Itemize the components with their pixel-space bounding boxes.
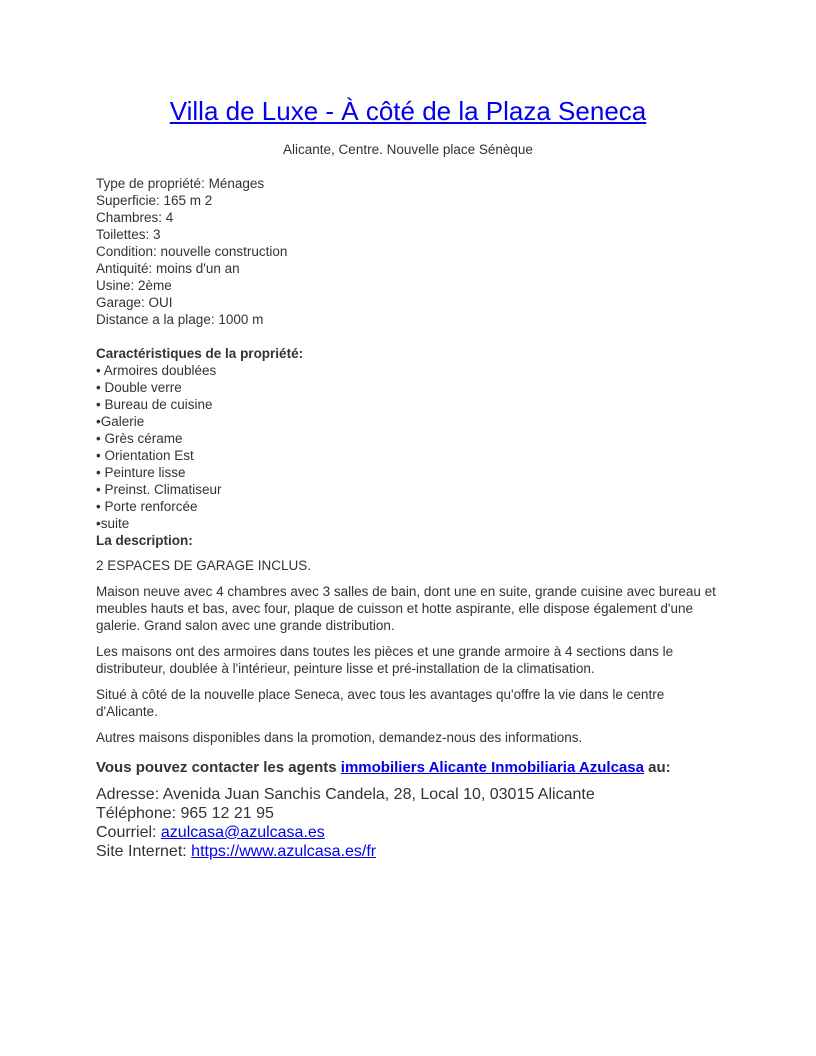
document-page [96, 94, 720, 861]
description-paragraph: Maison neuve avec 4 chambres avec 3 salles de bain, dont une en suite, grande cuisine avec bureau et meubles hauts et bas, avec four, plaque de cuisson et hotte aspirante, elle dispose également d'une galerie. Grand salon avec une grande distribution. [96, 584, 716, 633]
detail-floor: Usine: 2ème [96, 278, 172, 293]
description-paragraph: Les maisons ont des armoires dans toutes les pièces et une grande armoire à 4 sections dans le distributeur, doublée à l'intérieur, peinture lisse et pré-installation de la climatisation. [96, 644, 674, 676]
feature-item: • Grès cérame [96, 431, 183, 446]
feature-item: •suite [96, 516, 130, 531]
features-heading: Caractéristiques de la propriété: [96, 346, 304, 361]
detail-beach-distance: Distance a la plage: 1000 m [96, 312, 264, 327]
email-label: Courriel: [96, 824, 161, 841]
detail-property-type: Type de propriété: Ménages [96, 176, 265, 191]
website-label: Site Internet: [96, 843, 192, 860]
agency-link[interactable]: immobiliers Alicante Inmobiliaria Azulcasa [340, 759, 644, 776]
feature-item: • Peinture lisse [96, 465, 186, 480]
contact-info [96, 785, 720, 861]
website-link[interactable]: https://www.azulcasa.es/fr [191, 843, 377, 860]
detail-bedrooms: Chambres: 4 [96, 210, 174, 225]
contact-address: Adresse: Avenida Juan Sanchis Candela, 28, Local 10, 03015 Alicante [96, 786, 595, 803]
detail-toilets: Toilettes: 3 [96, 227, 161, 242]
location-subtitle: Alicante, Centre. Nouvelle place Sénèque [283, 142, 533, 157]
description-heading: La description: [96, 533, 193, 548]
description-paragraph: Situé à côté de la nouvelle place Seneca, avec tous les avantages qu'offre la vie dans le centre d'Alicante. [96, 687, 665, 719]
contact-website-row [96, 842, 720, 861]
description-paragraph: Autres maisons disponibles dans la promotion, demandez-nous des informations. [96, 730, 583, 745]
contact-heading-suffix: au: [643, 759, 671, 776]
feature-item: • Bureau de cuisine [96, 397, 213, 412]
property-details [96, 175, 720, 328]
title-link[interactable]: Villa de Luxe - À côté de la Plaza Seneca [169, 96, 647, 126]
contact-email-row [96, 823, 720, 842]
detail-garage: Garage: OUI [96, 295, 173, 310]
email-link[interactable]: azulcasa@azulcasa.es [160, 824, 325, 841]
detail-age: Antiquité: moins d'un an [96, 261, 240, 276]
feature-item: • Armoires doublées [96, 363, 217, 378]
feature-item: • Orientation Est [96, 448, 194, 463]
contact-heading-prefix: Vous pouvez contacter les agents [96, 759, 341, 776]
page-title [96, 94, 720, 128]
description-paragraph: 2 ESPACES DE GARAGE INCLUS. [96, 558, 312, 573]
feature-item: •Galerie [96, 414, 145, 429]
detail-area: Superficie: 165 m 2 [96, 193, 213, 208]
feature-item: • Preinst. Climatiseur [96, 482, 222, 497]
contact-phone: Téléphone: 965 12 21 95 [96, 805, 274, 822]
contact-heading [96, 758, 720, 778]
feature-item: • Porte renforcée [96, 499, 198, 514]
feature-item: • Double verre [96, 380, 182, 395]
detail-condition: Condition: nouvelle construction [96, 244, 288, 259]
features-list [96, 362, 720, 532]
